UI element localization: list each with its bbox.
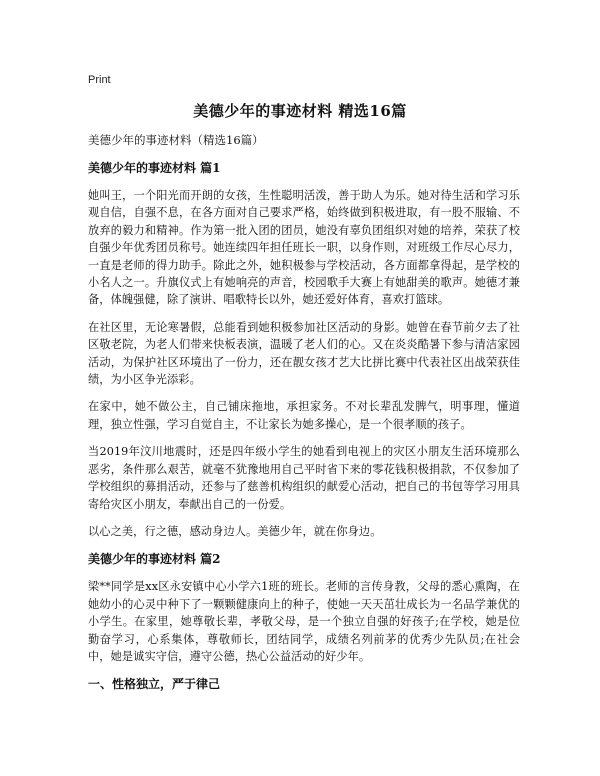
paragraph: 以心之美，行之德，感动身边人。美德少年，就在你身边。 (88, 524, 382, 538)
paragraph: 梁**同学是xx区永安镇中心小学六1班的班长。老师的言传身教，父母的悉心熏陶，在她幼小的心灵中种下了一颗颗健康向上的种子，使她一天天茁壮成长为一名品学兼优的小学生。在家里，她尊敬长辈，孝敬父母，是一个独立自强的好孩子;在学校，她是位勤奋学习，心系集体，尊敬师长，团结同学，成绩名列前茅的优秀少先队员;在社会中，她是诚实守信，遵守公德，热心公益活动的好少年。 (88, 580, 520, 663)
print-label: Print (88, 74, 111, 86)
document-subtitle: 美德少年的事迹材料（精选16篇） (88, 133, 264, 147)
section-heading-1: 美德少年的事迹材料 篇1 (88, 161, 221, 175)
paragraph: 在社区里，无论寒暑假，总能看到她积极参加社区活动的身影。她曾在春节前夕去了社区敬老院，为老人们带来快板表演，温暖了老人们的心。又在炎炎酷暑下参与清洁家园活动，为保护社区环境出了一份力，还在靓女孩才艺大比拼比赛中代表社区出战荣获佳绩，为小区争光添彩。 (88, 320, 520, 387)
paragraph: 当2019年汶川地震时，还是四年级小学生的她看到电视上的灾区小朋友生活环境那么恶劣，条件那么艰苦，就毫不犹豫地用自己平时省下来的零花钱积极捐款，不仅参加了学校组织的募捐活动，还参与了慈善机构组织的献爱心活动，把自己的书包等学习用具寄给灾区小朋友，奉献出自己的一份爱。 (88, 445, 520, 511)
document-body (88, 132, 520, 703)
section-heading-2: 美德少年的事迹材料 篇2 (88, 552, 221, 567)
page-title: 美德少年的事迹材料 精选16篇 (193, 102, 407, 120)
section-heading-3: 一、性格独立，严于律己 (88, 677, 221, 692)
paragraph: 在家中，她不做公主，自己铺床拖地，承担家务。不对长辈乱发脾气，明事理，懂道理，独立性强，学习自觉自主，不让家长为她多操心，是一个很孝顺的孩子。 (88, 400, 520, 431)
paragraph: 她叫王，一个阳光而开朗的女孩，生性聪明活泼，善于助人为乐。她对待生活和学习乐观自信，自强不息，在各方面对自己要求严格，始终做到积极进取，有一股不服输、不放弃的毅力和精神。作为第一批入团的团员，她没有辜负团组织对她的培养，荣获了校自强少年优秀团员称号。她连续四年担任班长一职，以身作则，对班级工作尽心尽力，一直是老师的得力助手。除此之外，她积极参与学校活动，各方面都拿得起，是学校的小名人之一。升旗仪式上有她响亮的声音，校园歌手大赛上有她甜美的歌声。她德才兼备，体魄强健，除了演讲、唱歌特长以外，她还爱好体育，喜欢打篮球。 (88, 189, 520, 307)
